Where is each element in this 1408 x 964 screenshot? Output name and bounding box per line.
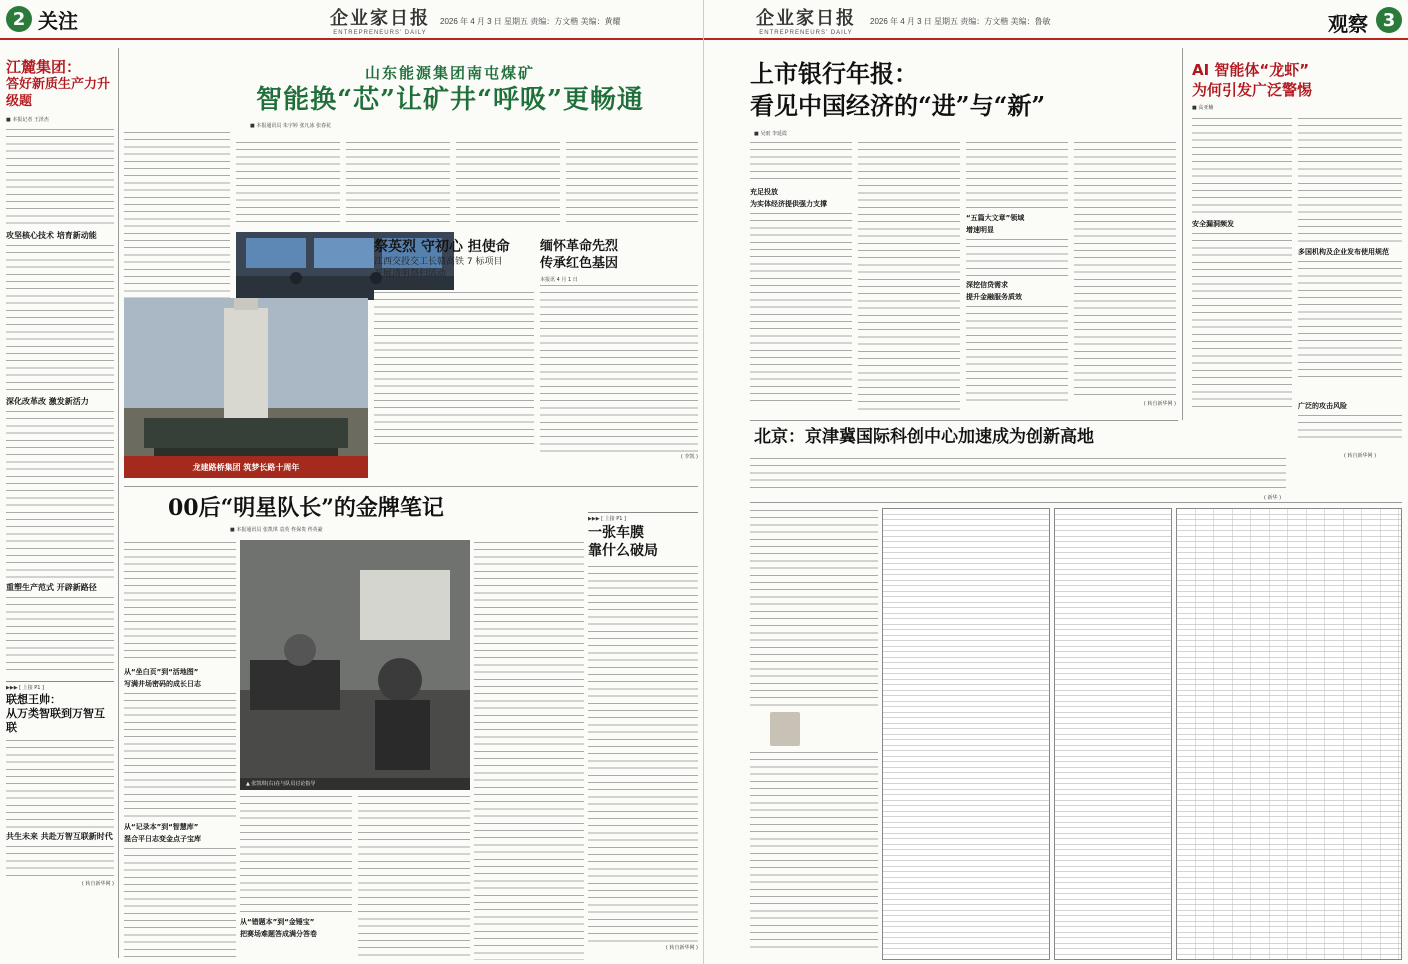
masthead-logo: 企业家日报 <box>330 8 430 29</box>
lower-text-col-1b <box>124 664 236 960</box>
lower-headline: 00后“明星队长”的金牌笔记 <box>168 495 444 521</box>
masthead-logo-en: ENTREPRENEURS' DAILY <box>333 30 427 36</box>
lead-title: 智能换“芯”让矿井“呼吸”更畅通 <box>256 85 644 115</box>
sidebar-text-block <box>6 595 114 675</box>
side-article-jump: ▶▶▶ [ 上接 P1 ] <box>588 512 698 522</box>
lower-subhead-1b: 写满井场密码的成长日志 <box>124 680 201 688</box>
side-article <box>588 512 698 962</box>
lower-subhead-3: 从“错题本”到“金锤宝” <box>240 918 315 926</box>
lead-title-1: 上市银行年报： <box>750 59 918 88</box>
lead-byline: ■ 吴雨 李延霞 <box>754 131 787 137</box>
mid-article-2-title: 缅怀革命先烈 <box>540 239 619 254</box>
mid-article-1-title: 祭英烈 守初心 担使命 <box>374 239 510 255</box>
lead-text-col-5 <box>566 140 698 226</box>
left-masthead <box>0 0 703 40</box>
lead-text-col-2 <box>858 140 960 410</box>
lead-subhead-1b: 为实体经济提供强力支撑 <box>750 200 827 208</box>
masthead-logo: 企业家日报 <box>756 8 856 29</box>
sidebar-text-block <box>6 243 114 393</box>
lead-subhead-1: 充足投放 <box>750 188 778 196</box>
sidebar-headline: 江麓集团： <box>6 58 82 76</box>
sidebar-subhead-1: 攻坚核心技术 培育新动能 <box>6 231 97 240</box>
author-portrait <box>770 712 800 746</box>
beijing-text-continued <box>750 508 878 958</box>
lead-text-col-2 <box>236 140 340 226</box>
sidebar-headline-2: 联想王帅： <box>6 693 61 706</box>
sidebar-subheadline: 答好新质生产力升级题 <box>6 77 111 109</box>
masthead-logo-en: ENTREPRENEURS' DAILY <box>759 30 853 36</box>
mid-article-2-byline: 本报讯 4 月 1 日 <box>540 277 578 283</box>
section-title: 观察 <box>1328 12 1368 36</box>
lead-title-2: 看见中国经济的“进”与“新” <box>750 91 1046 120</box>
lead-text-col-1 <box>750 140 852 410</box>
lead-subhead-2b: 增速明显 <box>966 226 994 234</box>
worker-photo <box>240 540 470 790</box>
sidebar-subhead-4: 共生未来 共赴万智互联新时代 <box>6 832 113 841</box>
ai-text-col-1 <box>1192 116 1292 416</box>
lead-headline-block <box>750 58 1170 122</box>
lower-byline: ■ 本报通讯员 张凯琪 袁英 佟保贵 佟英豪 <box>230 527 323 533</box>
lower-subhead-3b: 把赛场难题答成满分答卷 <box>240 930 317 938</box>
lead-byline: ■ 本报通讯员 朱宇婷 张凡冰 张春花 <box>250 123 332 129</box>
section-title: 关注 <box>38 8 78 33</box>
sidebar-text-block <box>6 409 114 579</box>
memorial-banner: 龙建路桥集团 筑梦长路十周年 <box>124 456 368 478</box>
masthead-logo-block <box>330 4 430 36</box>
ai-title-1: AI 智能体“龙虾” <box>1192 61 1310 79</box>
dateline: 2026 年 4 月 3 日 星期五 责编：方文楷 美编：黄耀 <box>440 17 621 26</box>
sidebar-subheadline-2: 从万类智联到万智互联 <box>6 707 105 734</box>
lower-text-col-3 <box>358 794 470 960</box>
lead-kicker: 山东能源集团南屯煤矿 <box>364 64 535 82</box>
right-page <box>704 0 1408 964</box>
page-number-badge: 2 <box>6 6 32 32</box>
page-number-badge: 3 <box>1376 7 1402 33</box>
memorial-photo <box>124 298 368 478</box>
lead-text-col-3 <box>346 140 450 226</box>
mid-article-1-byline: 本报讯 ( 通讯员 李建宇 ) <box>374 284 430 290</box>
sidebar-jump-label: ▶▶▶ [ 上接 P1 ] <box>6 681 114 691</box>
section-rule <box>750 502 1402 503</box>
mid-article-2-source: ( 李凯 ) <box>680 454 698 460</box>
ai-subhead-1: 安全漏洞频发 <box>1192 220 1234 228</box>
lower-subhead-1: 从“坐白页”到“活地图” <box>124 668 199 676</box>
lead-text-col-3 <box>966 140 1068 410</box>
masthead-logo-block <box>756 4 856 36</box>
side-article-title-2: 靠什么破局 <box>588 543 658 559</box>
lower-subhead-2b: 混合平日志变金点子宝库 <box>124 835 201 843</box>
sidebar-source: ( 转自新华网 ) <box>81 881 114 887</box>
ai-subhead-3: 广泛的攻击风险 <box>1298 402 1347 410</box>
column-rule <box>118 48 119 958</box>
sidebar-text-block <box>6 844 114 880</box>
ai-byline: ■ 高亚楠 <box>1192 105 1214 111</box>
lead-source: ( 转自新华网 ) <box>1143 401 1176 407</box>
section-rule <box>750 420 1178 421</box>
worker-image <box>240 540 470 790</box>
ai-source: ( 转自新华网 ) <box>1344 453 1377 459</box>
ai-article-headline <box>1192 60 1402 111</box>
section-rule <box>124 486 698 487</box>
lead-subhead-2: “五篇大文章”领域 <box>966 214 1025 222</box>
notice-table-3 <box>1176 508 1402 960</box>
side-article-source: ( 转自新华网 ) <box>665 945 698 951</box>
notice-table-1 <box>882 508 1050 960</box>
lead-text-col-4 <box>456 140 560 226</box>
ai-text-col-2 <box>1298 116 1402 416</box>
mid-article-2-title-2: 传承红色基因 <box>540 256 619 271</box>
sidebar-byline: ■ 本报记者 王泽杰 <box>6 117 49 123</box>
memorial-image <box>124 298 368 478</box>
mid-article-1-sub: 江西交投交工长赣高铁 7 标项目 <box>374 257 503 267</box>
sidebar-subhead-2: 深化改革改 激发新活力 <box>6 397 89 406</box>
lower-text-col-4 <box>474 540 584 960</box>
beijing-text <box>750 456 1286 496</box>
mid-article-1 <box>374 238 534 468</box>
sidebar-text-block <box>6 127 114 227</box>
lower-text-col-1 <box>124 540 236 660</box>
ai-title-2: 为何引发广泛警惕 <box>1192 81 1313 99</box>
ai-text-col-3 <box>1298 398 1402 448</box>
dateline: 2026 年 4 月 3 日 星期五 责编：方文楷 美编：鲁敏 <box>870 17 1051 26</box>
lower-text-col-2 <box>240 794 352 960</box>
beijing-source: ( 新华 ) <box>1264 495 1282 501</box>
mid-article-2 <box>540 238 698 468</box>
side-article-title: 一张车膜 <box>588 525 644 541</box>
sidebar-column <box>6 58 114 958</box>
lead-subhead-3b: 提升金融服务质效 <box>966 293 1022 301</box>
right-masthead <box>704 0 1408 40</box>
mid-article-1-sub2: 开展清明祭扫活动 <box>374 269 447 279</box>
lead-text-col-4 <box>1074 140 1176 410</box>
sidebar-text-block <box>6 738 114 828</box>
column-rule <box>1182 48 1183 420</box>
lead-headline-block <box>230 62 670 117</box>
ai-subhead-2: 多国机构及企业发布使用规范 <box>1298 248 1389 256</box>
lead-subhead-3: 深挖信贷需求 <box>966 281 1008 289</box>
beijing-headline: 北京：京津冀国际科创中心加速成为创新高地 <box>754 427 1094 447</box>
worker-photo-caption: ▲ 张凯琪(右)在与队员讨论指导 <box>240 778 470 790</box>
sidebar-subhead-3: 重塑生产范式 开辟新路径 <box>6 583 97 592</box>
notice-table-2 <box>1054 508 1172 960</box>
lower-subhead-2: 从“记录本”到“智慧库” <box>124 823 199 831</box>
